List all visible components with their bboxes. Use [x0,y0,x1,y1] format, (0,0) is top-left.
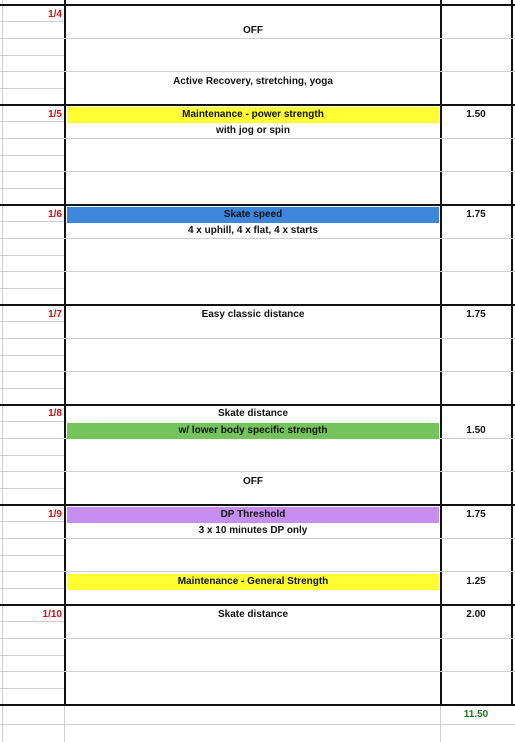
total-hours-cell[interactable]: 11.50 [463,709,489,720]
workout-detail-cell[interactable]: 4 x uphill, 4 x flat, 4 x starts [187,225,319,236]
workout-title-cell[interactable]: Skate distance [217,408,289,419]
grid-line [0,255,64,256]
grid-line [0,471,515,472]
date-cell[interactable]: 1/5 [48,109,62,120]
workout-detail-cell[interactable]: with jog or spin [216,125,290,136]
date-cell[interactable]: 1/8 [48,408,62,419]
grid-line [0,604,515,606]
grid-line [0,271,515,272]
workout-title-cell[interactable]: DP Threshold [67,507,439,523]
date-cell[interactable]: 1/4 [48,9,62,20]
workout-title-cell[interactable]: Maintenance - General Strength [67,574,439,590]
grid-line [0,388,64,389]
workout-cell[interactable]: OFF [243,25,263,36]
workout-title-cell[interactable]: Skate speed [67,207,439,223]
workout-cell[interactable]: OFF [243,476,263,487]
grid-line [0,304,515,306]
grid-line [0,571,515,572]
grid-line [0,724,515,725]
hours-cell[interactable]: 1.75 [466,509,486,520]
workout-title-cell[interactable]: Maintenance - power strength [67,107,439,123]
hours-cell[interactable]: 1.25 [466,576,486,587]
grid-line [0,455,64,456]
grid-line [0,704,515,706]
hours-cell[interactable]: 1.50 [466,109,486,120]
grid-line [0,488,64,489]
hours-cell[interactable]: 2.00 [466,609,486,620]
grid-line [0,555,64,556]
hours-cell[interactable]: 1.50 [466,425,486,436]
workout-cell[interactable]: Active Recovery, stretching, yoga [173,76,333,87]
workout-detail-cell[interactable]: w/ lower body specific strength [67,423,439,439]
grid-line [0,204,515,206]
date-cell[interactable]: 1/10 [42,609,62,620]
grid-line [0,671,515,672]
hours-cell[interactable]: 1.75 [466,209,486,220]
grid-line [0,104,515,106]
grid-line [0,88,64,89]
grid-line [0,504,515,506]
grid-line [0,55,64,56]
grid-line [0,638,515,639]
grid-line [0,588,64,589]
date-cell[interactable]: 1/6 [48,209,62,220]
workout-detail-cell[interactable]: 3 x 10 minutes DP only [198,525,308,536]
grid-line [0,338,515,339]
hours-cell[interactable]: 1.75 [466,309,486,320]
grid-line [0,71,515,72]
grid-line [0,288,64,289]
grid-line [0,355,64,356]
date-cell[interactable]: 1/7 [48,309,62,320]
grid-line [0,371,515,372]
grid-line [0,4,515,6]
workout-title-cell[interactable]: Easy classic distance [201,309,305,320]
date-cell[interactable]: 1/9 [48,509,62,520]
grid-line [0,188,64,189]
workout-title-cell[interactable]: Skate distance [217,609,289,620]
grid-line [0,155,64,156]
grid-line [0,171,515,172]
grid-line [0,688,64,689]
grid-line [0,655,64,656]
